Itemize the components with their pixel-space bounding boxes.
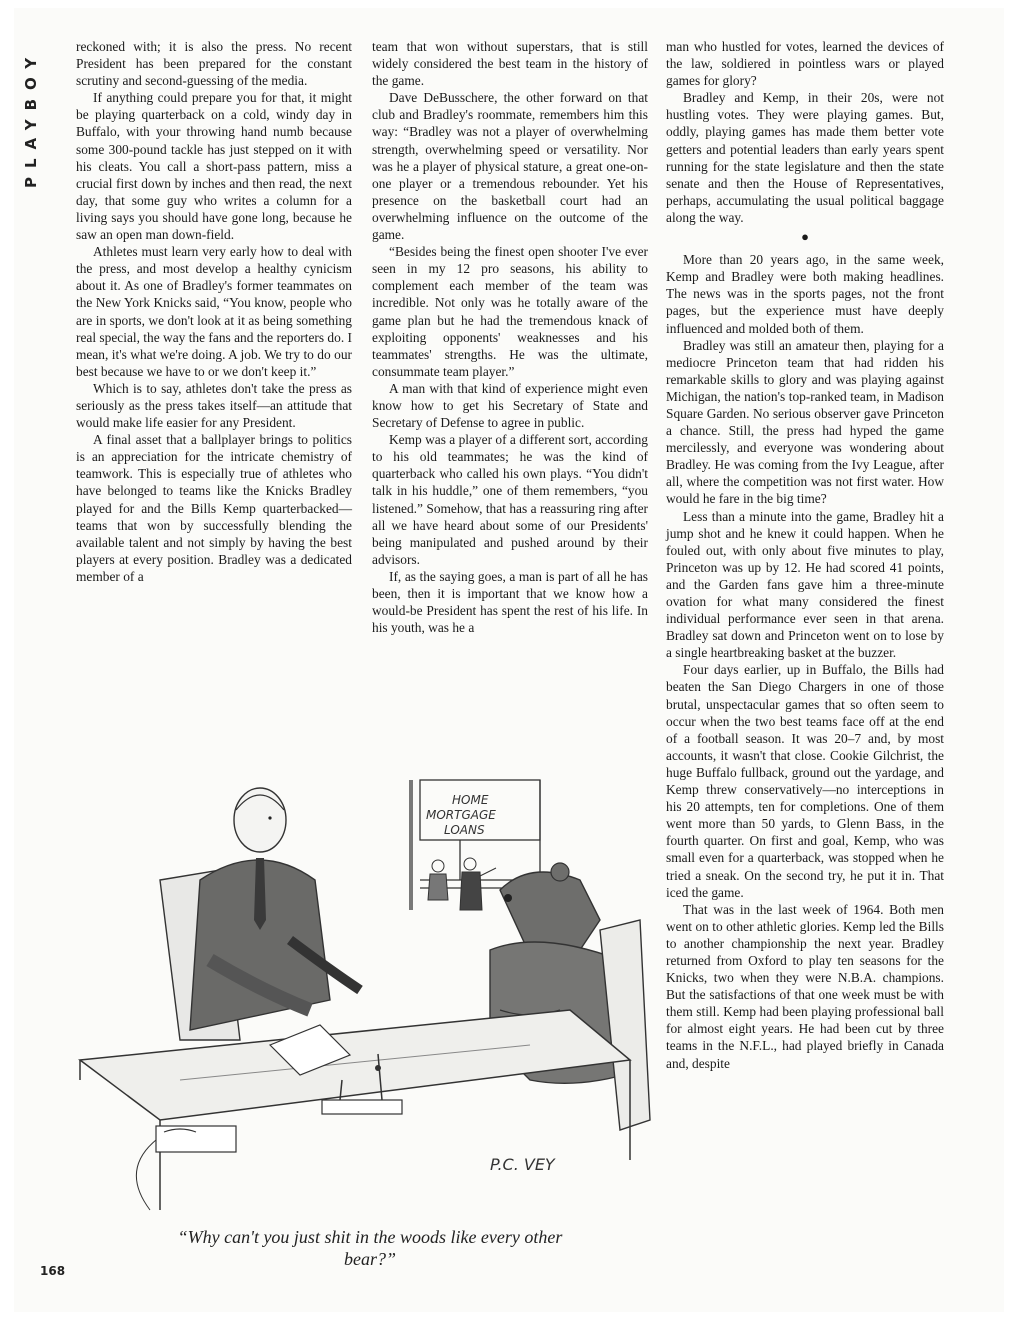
paragraph: Which is to say, athletes don't take the press as seriously as the press takes itself—an attitude that would make life easier for any President.: [76, 380, 352, 431]
paragraph: Bradley was still an amateur then, playing for a mediocre Princeton team that had ridden his remarkable skills to glory and was playing against Michigan, the nation's top-ranked team, in Madison Square Garden. No serious observer gave Princeton a chance. Still, the press had hyped the game mercilessly, and everyone was wondering about Bradley. He was coming from the Ivy League, after all, where the competition was not first water. How would he fare in the big time?: [666, 337, 944, 507]
cartoon-caption: “Why can't you just shit in the woods like every other bear?”: [177, 1227, 563, 1269]
paragraph: A man with that kind of experience might even know how to get his Secretary of State and Secretary of Defense to agree in public.: [372, 380, 648, 431]
artist-signature: P.C. VEY: [490, 1155, 555, 1174]
background-tellers: [428, 858, 496, 910]
paragraph: Four days earlier, up in Buffalo, the Bills had beaten the San Diego Chargers in one of those brutal, unspectacular games that so often seem to occur when the two best teams face off at the end of a football season. It was 20–7 and, by most accounts, it wasn't that close. Cookie Gilchrist, the huge Buffalo fullback, ground out the yardage, and Kemp threw conservatively—no interceptions in his 20 attempts, ten for completions. One of them went more than 50 yards, to Glenn Bass, in the fourth quarter. On first and goal, Kemp, who was small even for a quarterback, was stopped when he tried a sneak. On the second try, he put it in. That iced the game.: [666, 662, 944, 900]
sign-loans: LOANS: [444, 823, 485, 837]
banker-figure: [190, 788, 360, 1030]
section-break-bullet: ●: [801, 229, 809, 245]
telephone: [136, 1126, 236, 1210]
paragraph: Dave DeBusschere, the other forward on that club and Bradley's roommate, remembers him this way: “Bradley was not a player of overwhelming strength, overwhelming speed or versatility. Nor was he a player of physical stature, a great one-on-one player or a tremendous rebounder. Yet his presence on the basketball court had an overwhelming influence on the outcome of the game.: [372, 90, 648, 243]
paragraph: reckoned with; it is also the press. No recent President has been prepared for the constant scrutiny and second-guessing of the media.: [76, 39, 352, 89]
paragraph: That was in the last week of 1964. Both men went on to other athletic glories. Kemp led the Bills to another championship the next year. Bradley returned from Oxford to play ten seasons for the Knicks, two when they were N.B.A. champions. But the satisfactions of that one week must be with them still. Kemp had been playing professional ball for almost eight years. He had been cut by three teams in the N.F.L., had played briefly in Canada and, despite: [666, 901, 944, 1071]
sign-home: HOME: [452, 793, 489, 807]
paragraph: “Besides being the finest open shooter I've ever seen in my 12 pro seasons, his ability to complement each member of the team was incredible. Not only was he totally aware of the game plan but he had the tremendous knack of exploiting opponents' weaknesses and his teammates' strengths. He was the ultimate, consummate team player.”: [372, 244, 648, 379]
masthead-text: PLAYBOY: [22, 48, 40, 188]
sign-mortgage: MORTGAGE: [426, 808, 496, 822]
paragraph: More than 20 years ago, in the same week, Kemp and Bradley were both making headlines. The news was in the sports pages, not the front pages, but the experience must have deeply influenced and molded both of them.: [666, 252, 944, 336]
paragraph: A final asset that a ballplayer brings to politics is an appreciation for the intricate chemistry of teamwork. This is especially true of athletes who have belonged to teams like the Knicks Bradley played for and the Bills Kemp quarterbacked—teams that won by successfully blending the available talent and not simply by having the best players at every position. Bradley was a dedicated member of a: [76, 432, 352, 584]
paragraph: If anything could prepare you for that, it might be playing quarterback on a cold, windy day in Buffalo, with your throwing hand numb because some 300-pound tackle has just stepped on it with his cleats. You call a short-pass pattern, miss a crucial first down by inches and then read, the next day, that some guy who writes a column for a living says you should have gone long, because he saw an open man down-field.: [76, 90, 352, 243]
paragraph: Bradley and Kemp, in their 20s, were not hustling votes. They were playing games. But, oddly, playing games has made them better vote getters and potential leaders than early years spent running for the state legislature and then the state senate and then the House of Representatives, perhaps, accumulating the usual political baggage along the way.: [666, 90, 944, 225]
column-2: [372, 38, 648, 636]
paragraph: team that won without superstars, that is still widely considered the best team in the history of the game.: [372, 39, 648, 89]
paragraph: man who hustled for votes, learned the devices of the law, soldiered in pointless wars or played games for glory?: [666, 39, 944, 89]
page-number: 168: [40, 1264, 66, 1278]
cartoon-illustration: [60, 740, 660, 1220]
paragraph: If, as the saying goes, a man is part of all he has been, then it is important that we know how a would-be President has spent the rest of his life. In his youth, was he a: [372, 568, 648, 636]
column-1: [76, 38, 352, 585]
column-3: [666, 38, 944, 1072]
paragraph: Less than a minute into the game, Bradley hit a jump shot and he knew it could happen. When he fouled out, with only about five minutes to play, Princeton was up by 12. He had scored 41 points, and the Garden fans gave him a three-minute ovation for what many considered the finest individual performance ever seen in that arena. Bradley sat down and Princeton went on to lose by a single heartbreaking basket at the buzzer.: [666, 508, 944, 661]
paragraph: Athletes must learn very early how to deal with the press, and most develop a healthy cynicism about it. As one of Bradley's former teammates on the New York Knicks said, “You know, people who are in sports, we don't look at it as being something real special, the way the fans and the reporters do. I mean, it's what we're doing. A job. We try to do our best because we have to or we don't keep it.”: [76, 244, 352, 379]
paragraph: Kemp was a player of a different sort, according to his old teammates; he was the kind of quarterback who called his own plays. “You didn't talk in his huddle,” one of them remembers, “you listened.” Somehow, that has a reassuring ring after all we have heard about some of our Presidents' being manipulated and pushed around by their advisors.: [372, 432, 648, 567]
